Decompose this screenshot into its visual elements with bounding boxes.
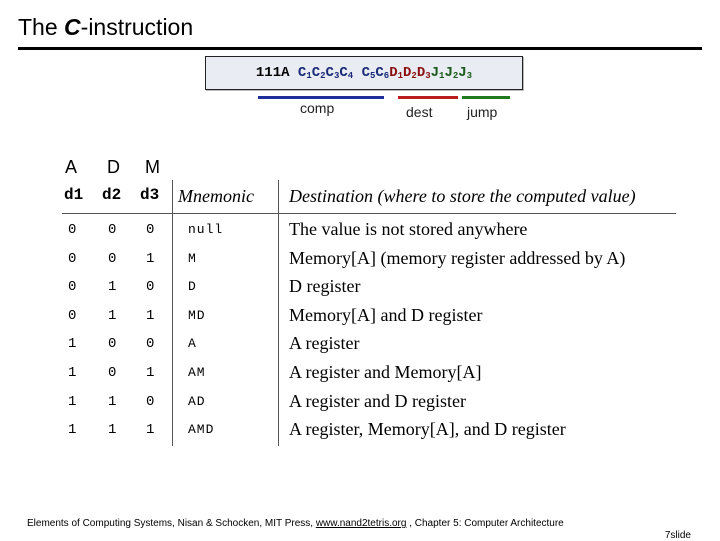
title-letter: C — [64, 14, 81, 40]
cell-destination: A register — [289, 333, 360, 354]
jump-field-bar — [462, 96, 510, 99]
header-d2: d2 — [102, 186, 122, 204]
table-row — [62, 416, 676, 445]
cell-mnemonic: AM — [188, 364, 206, 380]
header-destination: Destination (where to store the computed value) — [289, 186, 636, 206]
header-mnemonic: Mnemonic — [178, 186, 254, 206]
table-row — [62, 245, 676, 274]
cell-destination: Memory[A] and D register — [289, 304, 483, 325]
table-row — [62, 388, 676, 417]
dest-bit-3: $D_3$ — [416, 65, 431, 81]
register-m-label: M — [145, 157, 160, 177]
footer-post: , Chapter 5: Computer Architecture — [406, 518, 564, 529]
cell-d3: 1 — [146, 364, 155, 381]
table-header-divider — [62, 213, 676, 214]
slide-number: 7slide — [664, 530, 691, 541]
cell-destination: Memory[A] (memory register addressed by A) — [289, 247, 626, 268]
cell-d3: 1 — [146, 250, 155, 267]
table-row — [62, 330, 676, 359]
cell-mnemonic: null — [188, 222, 224, 237]
cell-d1: 1 — [68, 364, 77, 381]
footer-pre: Elements of Computing Systems, Nisan & Schocken, MIT Press, — [27, 518, 316, 529]
cell-d1: 0 — [68, 279, 77, 296]
cell-mnemonic: A — [188, 336, 197, 352]
jump-label: jump — [467, 104, 498, 120]
cell-d3: 1 — [146, 307, 155, 324]
title-post: -instruction — [80, 14, 194, 40]
cell-d1: 0 — [68, 250, 77, 267]
dest-bits: $D_1D_2$ — [389, 65, 417, 81]
table-row — [62, 216, 676, 245]
cell-d2: 0 — [108, 364, 117, 381]
cell-d1: 0 — [68, 222, 77, 238]
comp-field-bar — [258, 96, 384, 99]
slide-title — [18, 14, 193, 41]
header-d1: d1 — [64, 186, 84, 204]
footer-citation — [27, 518, 564, 529]
cell-d2: 0 — [108, 222, 117, 238]
cell-mnemonic: AMD — [188, 422, 215, 438]
table-row — [62, 273, 676, 302]
cell-d2: 1 — [108, 307, 117, 324]
cell-destination: D register — [289, 276, 361, 297]
cell-destination: A register and D register — [289, 390, 466, 411]
register-d-label: D — [107, 157, 120, 177]
cell-d3: 1 — [146, 422, 155, 439]
cell-d3: 0 — [146, 336, 155, 353]
cell-d1: 1 — [68, 422, 77, 439]
cell-d2: 0 — [108, 250, 117, 267]
instruction-format — [205, 56, 523, 90]
header-d3: d3 — [140, 186, 160, 204]
cell-d3: 0 — [146, 393, 155, 410]
cell-d2: 1 — [108, 279, 117, 296]
cell-d1: 0 — [68, 307, 77, 324]
dest-table — [62, 216, 676, 445]
cell-destination: A register, Memory[A], and D register — [289, 419, 566, 440]
cell-mnemonic: M — [188, 250, 197, 266]
cell-d2: 0 — [108, 336, 117, 353]
instr-prefix: 111A — [255, 65, 290, 81]
cell-destination: A register and Memory[A] — [289, 361, 482, 382]
cell-d3: 0 — [146, 222, 155, 238]
cell-d2: 1 — [108, 422, 117, 439]
nand2tetris-link[interactable]: www.nand2tetris.org — [315, 518, 407, 529]
jump-bits: $J_1J_2J_3$ — [430, 65, 473, 81]
table-row — [62, 359, 676, 388]
cell-d2: 1 — [108, 393, 117, 410]
cell-mnemonic: AD — [188, 393, 206, 409]
cell-mnemonic: MD — [188, 307, 206, 323]
cell-d1: 1 — [68, 336, 77, 353]
dest-label: dest — [406, 104, 433, 120]
cell-destination: The value is not stored anywhere — [289, 219, 528, 239]
cell-d3: 0 — [146, 279, 155, 296]
dest-field-bar — [398, 96, 458, 99]
title-rule — [18, 47, 702, 50]
register-a-label: A — [65, 157, 78, 177]
comp-bits: $C_1C_2C_3C_4$ $C_5C_6$ — [297, 65, 390, 81]
cell-mnemonic: D — [188, 279, 197, 295]
title-pre: The — [18, 14, 65, 40]
cell-d1: 1 — [68, 393, 77, 410]
comp-label: comp — [300, 100, 335, 116]
table-row — [62, 302, 676, 331]
